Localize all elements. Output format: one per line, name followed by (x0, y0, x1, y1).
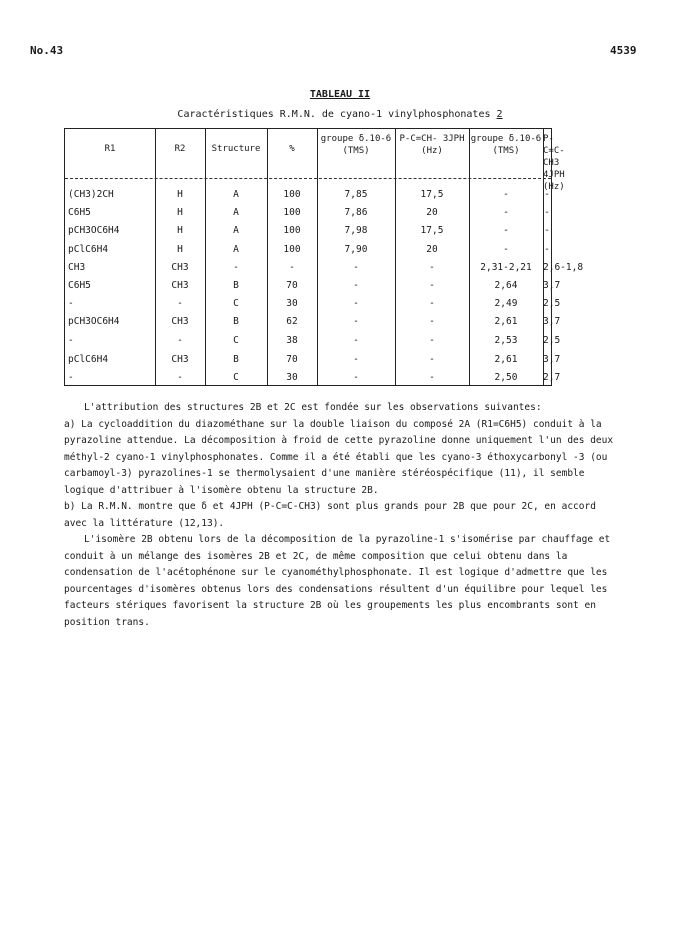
table-cell: H (177, 244, 183, 255)
table-header-cell: % (289, 144, 295, 154)
table-caption-ref: 2 (496, 109, 503, 120)
table-cell: 100 (283, 244, 301, 255)
table-cell: - (233, 262, 239, 273)
table-cell: 100 (283, 207, 301, 218)
paragraph-1: L'attribution des structures 2B et 2C est fondée sur les observations suivantes: (84, 402, 542, 413)
table-cell: - (68, 372, 74, 383)
table-cell: A (233, 207, 239, 218)
table-header-cell: Structure (211, 144, 261, 154)
table-title: TABLEAU II (309, 89, 371, 100)
table-cell: CH3 (171, 280, 189, 291)
table-cell: - (544, 225, 550, 236)
table-cell: 2,53 (494, 335, 518, 346)
table-cell: - (544, 207, 550, 218)
table-cell: - (429, 354, 435, 365)
table-cell: B (233, 354, 239, 365)
table-cell: C (233, 298, 239, 309)
table-header-cell: groupe δ.10-6 (TMS) (470, 134, 542, 156)
table-cell: 30 (286, 298, 298, 309)
table-cell: 70 (286, 280, 298, 291)
table-cell: 20 (426, 207, 438, 218)
table-cell: H (177, 207, 183, 218)
table-cell: C6H5 (68, 207, 91, 218)
table-cell: 62 (286, 316, 298, 327)
table-cell: 30 (286, 372, 298, 383)
table-cell: - (353, 354, 359, 365)
table-cell: 38 (286, 335, 298, 346)
table-cell: 2,64 (494, 280, 518, 291)
table-cell: - (503, 244, 509, 255)
table-cell: 70 (286, 354, 298, 365)
table-cell: 2,5 (543, 298, 561, 309)
table-cell: CH3 (68, 262, 86, 273)
table-cell: C (233, 372, 239, 383)
table-cell: - (429, 372, 435, 383)
table-cell: - (429, 335, 435, 346)
table-cell: - (177, 335, 183, 346)
table-cell: - (68, 298, 74, 309)
table-cell: A (233, 189, 239, 200)
table-cell: - (68, 335, 74, 346)
table-cell: - (503, 225, 509, 236)
table-cell: - (353, 280, 359, 291)
table-cell: 17,5 (420, 225, 444, 236)
page-number-label: No.43 (30, 44, 64, 57)
table-cell: - (289, 262, 295, 273)
table-header-cell: R2 (174, 144, 186, 154)
nmr-table (64, 128, 584, 386)
table-cell: 7,98 (344, 225, 368, 236)
table-cell: - (429, 298, 435, 309)
table-cell: pClC6H4 (68, 244, 109, 255)
table-cell: 7,90 (344, 244, 368, 255)
table-cell: 2,7 (543, 372, 561, 383)
table-cell: 2,5 (543, 335, 561, 346)
table-cell: 7,85 (344, 189, 368, 200)
table-cell: A (233, 225, 239, 236)
table-cell: pCH3OC6H4 (68, 225, 120, 236)
table-cell: - (544, 244, 550, 255)
table-cell: 2,49 (494, 298, 518, 309)
journal-page-number: 4539 (610, 44, 637, 57)
table-cell: B (233, 280, 239, 291)
table-caption-text: Caractéristiques R.M.N. de cyano-1 vinylphosphonates (177, 109, 491, 120)
table-caption (0, 109, 680, 120)
table-cell: (CH3)2CH (68, 189, 114, 200)
table-cell: 2,50 (494, 372, 518, 383)
table-header-cell: P-C=CH- 3JPH (Hz) (399, 134, 465, 156)
table-cell: C6H5 (68, 280, 91, 291)
table-cell: 17,5 (420, 189, 444, 200)
table-cell: pCH3OC6H4 (68, 316, 120, 327)
table-cell: - (177, 298, 183, 309)
table-cell: - (429, 262, 435, 273)
table-header-cell: R1 (104, 144, 116, 154)
table-cell: - (177, 372, 183, 383)
table-cell: 2,61 (494, 316, 518, 327)
table-cell: 100 (283, 189, 301, 200)
table-cell: - (353, 316, 359, 327)
paragraph-2: a) La cycloaddition du diazométhane sur la double liaison du composé 2A (R1=C6H5) conduit à la pyrazoline attendue. La décomposition à froid de cette pyrazoline donne uniquement l'un des deux méthyl-2 cyano-1 vinylphosphonates. Comme il a été établi que les cyano-3 éthoxycarbonyl -3 (ou carbamoyl-3) pyrazolines-1 se thermolysaient d'une manière stéréospécifique (11), il semble logique d'attribuer à l'isomère obtenu la structure 2B. (64, 418, 614, 496)
table-header-cell: groupe δ.10-6 (TMS) (320, 134, 392, 156)
table-cell: - (429, 316, 435, 327)
table-cell: - (503, 207, 509, 218)
table-cell: A (233, 244, 239, 255)
table-cell: 3,7 (543, 354, 561, 365)
table-cell: CH3 (171, 262, 189, 273)
table-cell: 2,6-1,8 (543, 262, 584, 273)
body-text (64, 400, 624, 631)
paragraph-4: L'isomère 2B obtenu lors de la décomposition de la pyrazoline-1 s'isomérise par chauffage et conduit à un mélange des isomères 2B et 2C, de même composition que celui obtenu dans la condensation de l'acétophénone sur le cyanométhylphosphonate. Il est logique d'admettre que les pourcentages d'isomères obtenus lors des condensations résultent d'un équilibre pour lequel les facteurs stériques favorisent la structure 2B où les groupements les plus encombrants sont en position trans. (64, 534, 611, 628)
table-cell: - (353, 372, 359, 383)
table-cell: CH3 (171, 354, 189, 365)
table-cell: 20 (426, 244, 438, 255)
table-cell: H (177, 225, 183, 236)
table-cell: 2,31-2,21 (480, 262, 532, 273)
paragraph-3: b) La R.M.N. montre que δ et 4JPH (P-C=C-CH3) sont plus grands pour 2B que pour 2C, en accord avec la littérature (12,13). (64, 501, 596, 529)
table-cell: C (233, 335, 239, 346)
table-cell: 3,7 (543, 316, 561, 327)
table-cell: - (353, 262, 359, 273)
table-cell: 2,61 (494, 354, 518, 365)
table-cell: 100 (283, 225, 301, 236)
table-cell: - (544, 189, 550, 200)
table-cell: H (177, 189, 183, 200)
table-cell: 7,86 (344, 207, 368, 218)
table-cell: CH3 (171, 316, 189, 327)
table-cell: 3,7 (543, 280, 561, 291)
table-cell: - (503, 189, 509, 200)
table-cell: pClC6H4 (68, 354, 109, 365)
table-cell: - (429, 280, 435, 291)
table-cell: - (353, 298, 359, 309)
table-cell: B (233, 316, 239, 327)
table-cell: - (353, 335, 359, 346)
table-header-cell: P-C=C-CH3 4JPH (Hz) (543, 134, 565, 192)
